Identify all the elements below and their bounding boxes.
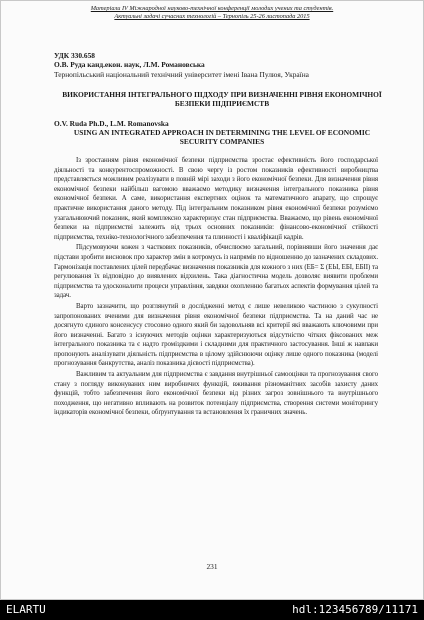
page-number: 231 <box>206 562 218 571</box>
paragraph: Варто зазначити, що розглянутий в дослідженні метод є лише невеликою частиною з сукупності запропонованих вченими для визначення рівня економічної безпеки підприємства. Та на даний час не досягнуто єдиного консенсусу стосовно одного який би задовольняв всі критерії які вважають ключовими при його визначенні. Багато з існуючих методів оцінки характеризуються відсутністю чітких фіксованих меж інтегрального показника та є надто громіздкими і складними для практичного застосування. Інші ж навпаки пропонують аналізувати діяльність підприємства в цілому здійснюючи оцінку лише одного показника (моделі прогнозування банкрутства, аналіз показника дієвості підприємства). <box>54 302 378 368</box>
udc-code: УДК 330.658 <box>54 51 95 60</box>
handle-identifier[interactable]: hdl:123456789/11171 <box>292 603 418 616</box>
paragraph: Важливим та актуальним для підприємства є завдання внутрішньої самооцінки та прогнозування свого стану з погляду виконуваних ним виробничих функцій, вживання різноманітних засобів захисту даних функцій, тобто забезпечення його економічної безпеки від різних загроз зовнішнього та внутрішнього походження, що негативно впливають на розвиток потенціалу підприємства, створення системи моніторингу індикаторів економічної безпеки, обґрунтування та встановлення їх граничних значень. <box>54 371 378 417</box>
title-ukrainian: ВИКОРИСТАННЯ ІНТЕГРАЛЬНОГО ПІДХОДУ ПРИ ВИЗНАЧЕННІ РІВНЯ ЕКОНОМІЧНОЇ БЕЗПЕКИ ПІДПРИЄМСТВ <box>62 90 382 108</box>
authors-english: O.V. Ruda Ph.D., L.M. Romanovska <box>54 119 169 128</box>
conference-header <box>25 5 399 21</box>
repository-name: ELARTU <box>6 603 46 616</box>
article-body <box>54 156 378 419</box>
repository-footer-bar <box>0 600 424 620</box>
title-english: USING AN INTEGRATED APPROACH IN DETERMINING THE LEVEL OF ECONOMIC SECURITY COMPANIES <box>73 128 371 146</box>
affiliation: Тернопільський національний технічний університет імені Івана Пулюя, Україна <box>54 70 309 79</box>
paragraph: Підсумовуючи кожен з часткових показників, обчислюємо загальний, порівнявши його значення дає підстави зробити висновок про характер змін в котромусь із напрямів по відношенню до зазначених складових. Гармонізація поставлених цілей передбачає визначення показників для кожного з них (ЕБ= Σ (ЕЫ, ЕБІ, ЕБІІ) та регулювання їх відповідно до виявлених відхилень. Така діагностична модель дозволяє виявити проблеми підприємства та удосконалити процеси управління, завдяки охопленню багатьох аспектів формування цілей та задач. <box>54 244 378 300</box>
authors-ukrainian: О.В. Руда канд.екон. наук, Л.М. Романовська <box>54 60 205 69</box>
header-line-1: Матеріали IV Міжнародної науково-технічної конференції молодих учених та студентів. <box>90 5 334 12</box>
header-line-2: Актуальні задачі сучасних технологій – Тернопіль 25-26 листопада 2015 <box>114 13 310 20</box>
paragraph: Із зростанням рівня економічної безпеки підприємства зростає ефективність його господарської діяльності та конкурентоспроможності. В свою чергу із ростом показників ефективності виробництва представляється можливим реалізувати в повній мірі заходи з його економічної безпеки. Для визначення рівня економічної безпеки найбільш вагомою вважаємо методику визначення інтегрального показника рівня економічної безпеки. А саме, використання експертних оцінок та математичного апарату, що спрощує практичне використання даного методу. Під інтегральним показником рівня економічної безпеки розуміємо узагальнюючий показник, який комплексно характеризує стан підприємства. Вважаємо, що рівень економічної безпеки на підприємстві залежить від трьох основних показників: фінансово-економічної стійкості підприємства, техніко-технологічного забезпечення та плинності і кваліфікації кадрів. <box>54 157 378 241</box>
